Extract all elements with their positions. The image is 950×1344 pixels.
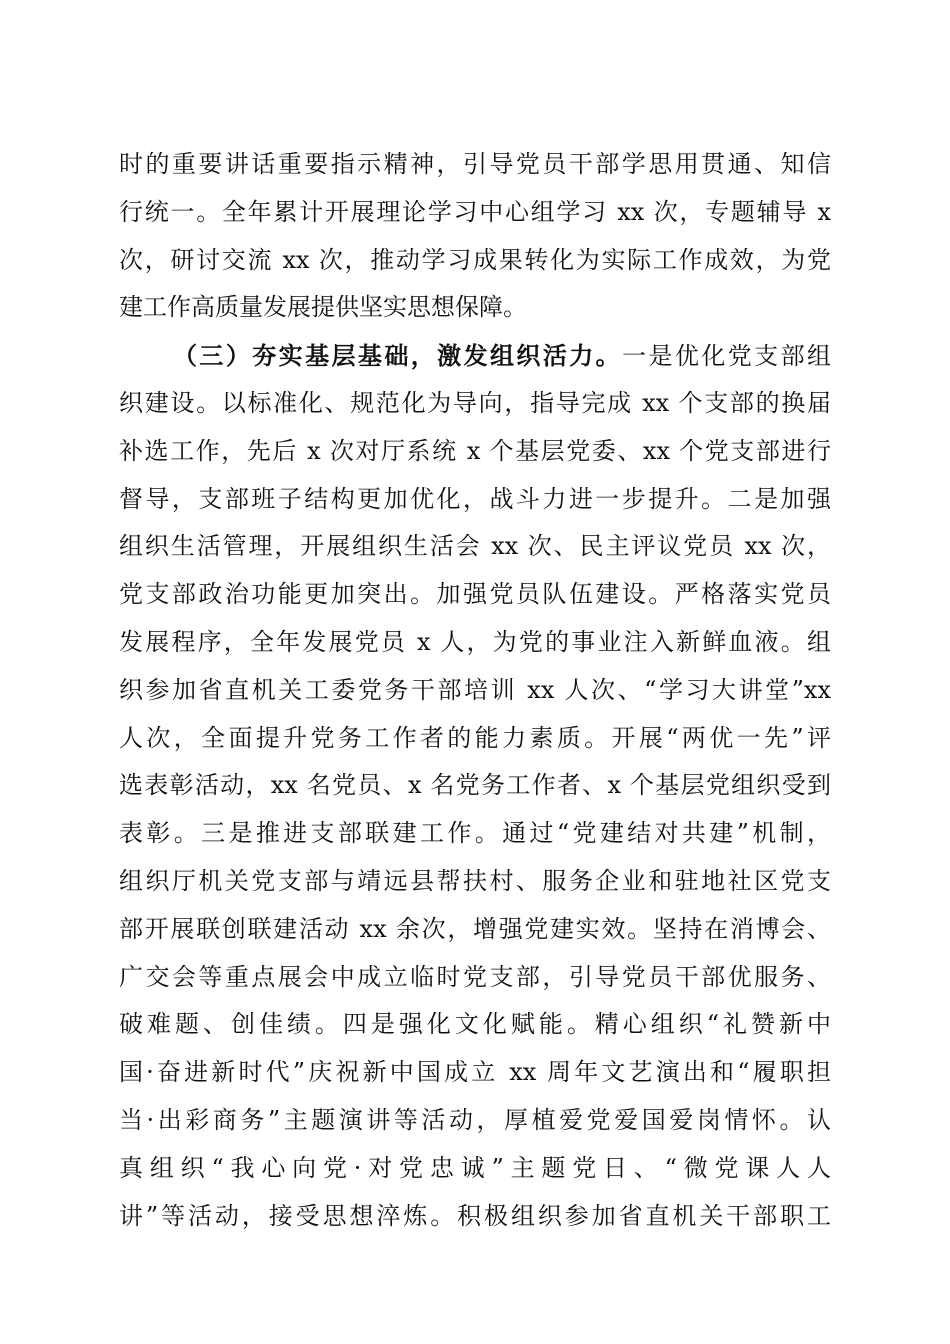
text-line: 当·出彩商务”主题演讲等活动，厚植爱党爱国爱岗情怀。认	[119, 1105, 831, 1134]
section-heading-line	[119, 332, 831, 380]
section-heading: （三）夯实基层基础，激发组织活力。	[173, 341, 623, 371]
text-line: 党支部政治功能更加突出。加强党员队伍建设。严格落实党员	[119, 580, 831, 609]
text-line: 时的重要讲话重要指示精神，引导党员干部学思用贯通、知信	[119, 150, 831, 178]
document-body	[119, 141, 831, 1240]
text-line: 补选工作，先后 x 次对厅系统 x 个基层党委、xx 个党支部进行	[119, 436, 831, 465]
text-line: 督导，支部班子结构更加优化，战斗力进一步提升。二是加强	[119, 484, 831, 513]
text-line: 建工作高质量发展提供坚实思想保障。	[119, 293, 527, 322]
text-line: 织建设。以标准化、规范化为导向，指导完成 xx 个支部的换届	[119, 388, 831, 417]
text-line: 人次，全面提升党务工作者的能力素质。开展“两优一先”评	[119, 723, 831, 752]
section-heading-continuation: 一是优化党支部组	[622, 342, 832, 371]
text-line: 广交会等重点展会中成立临时党支部，引导党员干部优服务、	[119, 962, 831, 991]
text-line: 次，研讨交流 xx 次，推动学习成果转化为实际工作成效，为党	[119, 245, 831, 274]
text-line: 破难题、创佳绩。四是强化文化赋能。精心组织“礼赞新中	[119, 1010, 831, 1039]
text-line: 讲”等活动，接受思想淬炼。积极组织参加省直机关干部职工	[119, 1201, 831, 1230]
text-line: 组织生活管理，开展组织生活会 xx 次、民主评议党员 xx 次，	[119, 532, 831, 561]
text-line: 织参加省直机关工委党务干部培训 xx 人次、“学习大讲堂”xx	[119, 675, 831, 704]
text-line: 组织厅机关党支部与靖远县帮扶村、服务企业和驻地社区党支	[119, 866, 831, 895]
text-line: 部开展联创联建活动 xx 余次，增强党建实效。坚持在消博会、	[119, 914, 831, 943]
text-line: 行统一。全年累计开展理论学习中心组学习 xx 次，专题辅导 x	[119, 197, 831, 226]
text-line: 发展程序，全年发展党员 x 人，为党的事业注入新鲜血液。组	[119, 627, 831, 656]
text-line: 真组织“我心向党·对党忠诚”主题党日、“微党课人人	[119, 1153, 831, 1182]
text-line: 选表彰活动，xx 名党员、x 名党务工作者、x 个基层党组织受到	[119, 771, 831, 800]
text-line: 国·奋进新时代”庆祝新中国成立 xx 周年文艺演出和“履职担	[119, 1058, 831, 1087]
text-line: 表彰。三是推进支部联建工作。通过“党建结对共建”机制，	[119, 819, 831, 848]
